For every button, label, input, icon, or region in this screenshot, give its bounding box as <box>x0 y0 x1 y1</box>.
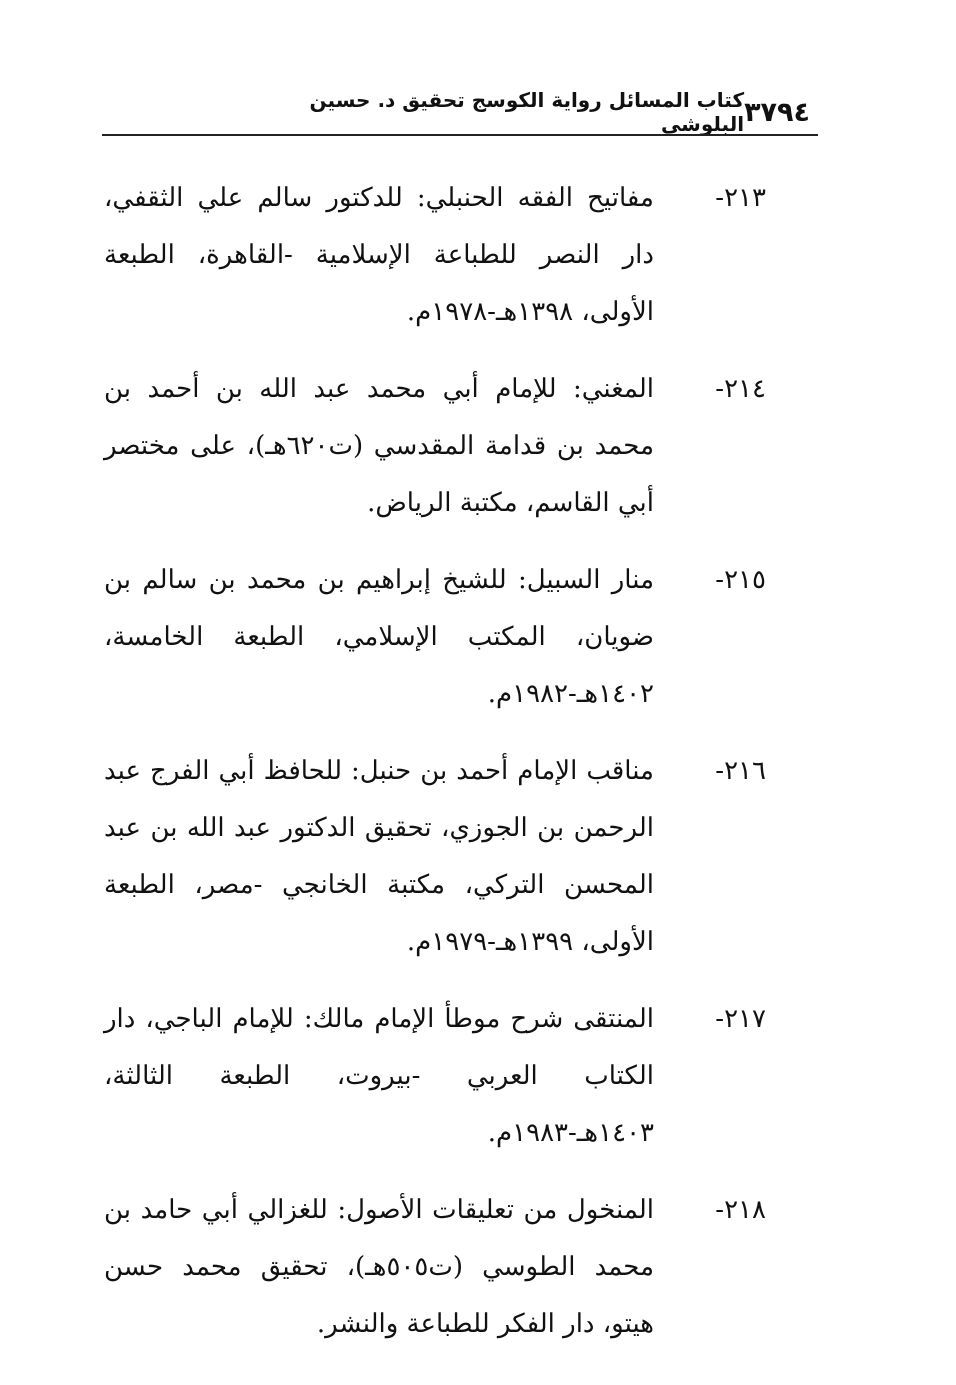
bibliography-entry <box>104 1182 766 1353</box>
bibliography-entry <box>104 991 766 1162</box>
entry-text: مفاتيح الفقه الحنبلي: للدكتور سالم علي الثقفي، دار النصر للطباعة الإسلامية -القاهرة، الطبعة الأولى، ١٣٩٨هـ-١٩٧٨م. <box>104 183 654 327</box>
entry-number: ٢١٦- <box>715 756 766 786</box>
running-header <box>236 88 810 136</box>
entry-text: المنتقى شرح موطأ الإمام مالك: للإمام الباجي، دار الكتاب العربي -بيروت، الطبعة الثالثة، ١٤٠٣هـ-١٩٨٣م. <box>104 1004 654 1148</box>
bibliography-entry <box>104 552 766 723</box>
entry-number: ٢١٨- <box>715 1195 766 1225</box>
entry-number: ٢١٥- <box>715 565 766 595</box>
entry-text: منار السبيل: للشيخ إبراهيم بن محمد بن سالم بن ضويان، المكتب الإسلامي، الطبعة الخامسة، ١٤٠٢هـ-١٩٨٢م. <box>104 565 654 709</box>
entry-number: ٢١٤- <box>715 374 766 404</box>
book-title: كتاب المسائل رواية الكوسج تحقيق د. حسين البلوشي <box>309 88 745 136</box>
bibliography-entry <box>104 170 766 341</box>
bibliography-list <box>104 170 766 1373</box>
bibliography-entry <box>104 743 766 971</box>
entry-text: مناقب الإمام أحمد بن حنبل: للحافظ أبي الفرج عبد الرحمن بن الجوزي، تحقيق الدكتور عبد الله بن عبد المحسن التركي، مكتبة الخانجي -مصر، الطبعة الأولى، ١٣٩٩هـ-١٩٧٩م. <box>104 756 654 957</box>
page-number: ٣٧٩٤ <box>744 96 810 128</box>
bibliography-entry <box>104 361 766 532</box>
header-divider <box>102 134 818 136</box>
entry-text: المنخول من تعليقات الأصول: للغزالي أبي حامد بن محمد الطوسي (ت٥٠٥هـ)، تحقيق محمد حسن هيتو، دار الفكر للطباعة والنشر. <box>104 1195 654 1339</box>
entry-text: المغني: للإمام أبي محمد عبد الله بن أحمد بن محمد بن قدامة المقدسي (ت٦٢٠هـ)، على مختصر أبي القاسم، مكتبة الرياض. <box>104 374 654 518</box>
entry-number: ٢١٣- <box>715 183 766 213</box>
entry-number: ٢١٧- <box>715 1004 766 1034</box>
